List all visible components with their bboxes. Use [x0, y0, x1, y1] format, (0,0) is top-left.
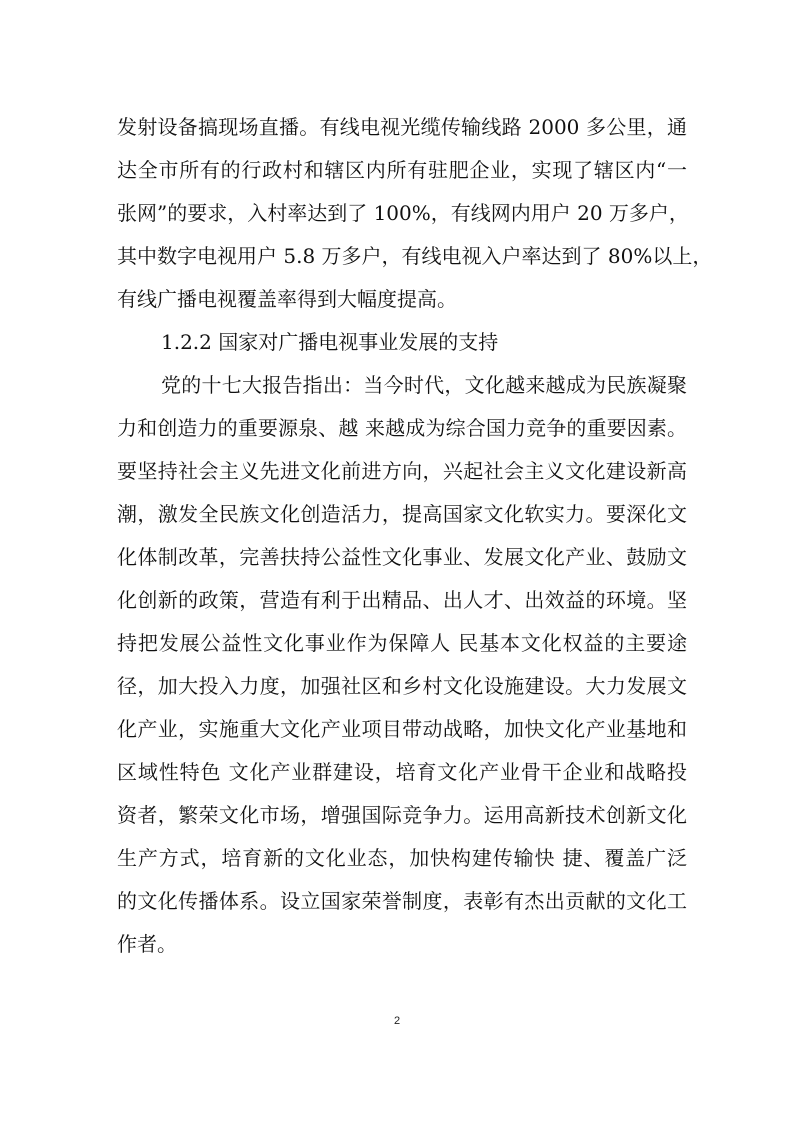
text-line: 党的十七大报告指出：当今时代，文化越来越成为民族凝聚 — [161, 373, 687, 397]
text-line: 力和创造力的重要源泉、越 来越成为综合国力竞争的重要因素。 — [117, 416, 687, 440]
text-line: 潮，激发全民族文化创造活力，提高国家文化软实力。要深化文 — [117, 502, 687, 526]
text-line: 有线广播电视覆盖率得到大幅度提高。 — [117, 287, 457, 311]
document-body — [117, 106, 713, 966]
paragraph-national-support — [117, 364, 687, 966]
text-line: 生产方式，培育新的文化业态，加快构建传输快 捷、覆盖广泛 — [117, 846, 687, 870]
text-line: 化创新的政策，营造有利于出精品、出人才、出效益的环境。坚 — [117, 588, 687, 612]
text-line: 径，加大投入力度，加强社区和乡村文化设施建设。大力发展文 — [117, 674, 687, 698]
text-line: 发射设备搞现场直播。有线电视光缆传输线路 2000 多公里，通 — [117, 115, 687, 139]
text-line: 资者，繁荣文化市场，增强国际竞争力。运用高新技术创新文化 — [117, 803, 687, 827]
text-line: 化产业，实施重大文化产业项目带动战略，加快文化产业基地和 — [117, 717, 687, 741]
text-line: 要坚持社会主义先进文化前进方向，兴起社会主义文化建设新高 — [117, 459, 687, 483]
text-line: 化体制改革，完善扶持公益性文化事业、发展文化产业、鼓励文 — [117, 545, 687, 569]
text-line: 达全市所有的行政村和辖区内所有驻肥企业，实现了辖区内“一 — [117, 158, 687, 182]
paragraph-broadcast-coverage — [117, 106, 713, 321]
text-line: 区域性特色 文化产业群建设，培育文化产业骨干企业和战略投 — [117, 760, 687, 784]
text-line: 张网”的要求，入村率达到了 100%，有线网内用户 20 万多户， — [117, 201, 689, 225]
text-line: 的文化传播体系。设立国家荣誉制度，表彰有杰出贡献的文化工 — [117, 889, 687, 913]
text-line: 作者。 — [117, 932, 177, 956]
section-heading: 1.2.2 国家对广播电视事业发展的支持 — [161, 330, 499, 354]
text-line: 持把发展公益性文化事业作为保障人 民基本文化权益的主要途 — [117, 631, 687, 655]
text-line: 其中数字电视用户 5.8 万多户，有线电视入户率达到了 80%以上， — [117, 244, 713, 268]
page-number: 2 — [393, 1015, 401, 1027]
